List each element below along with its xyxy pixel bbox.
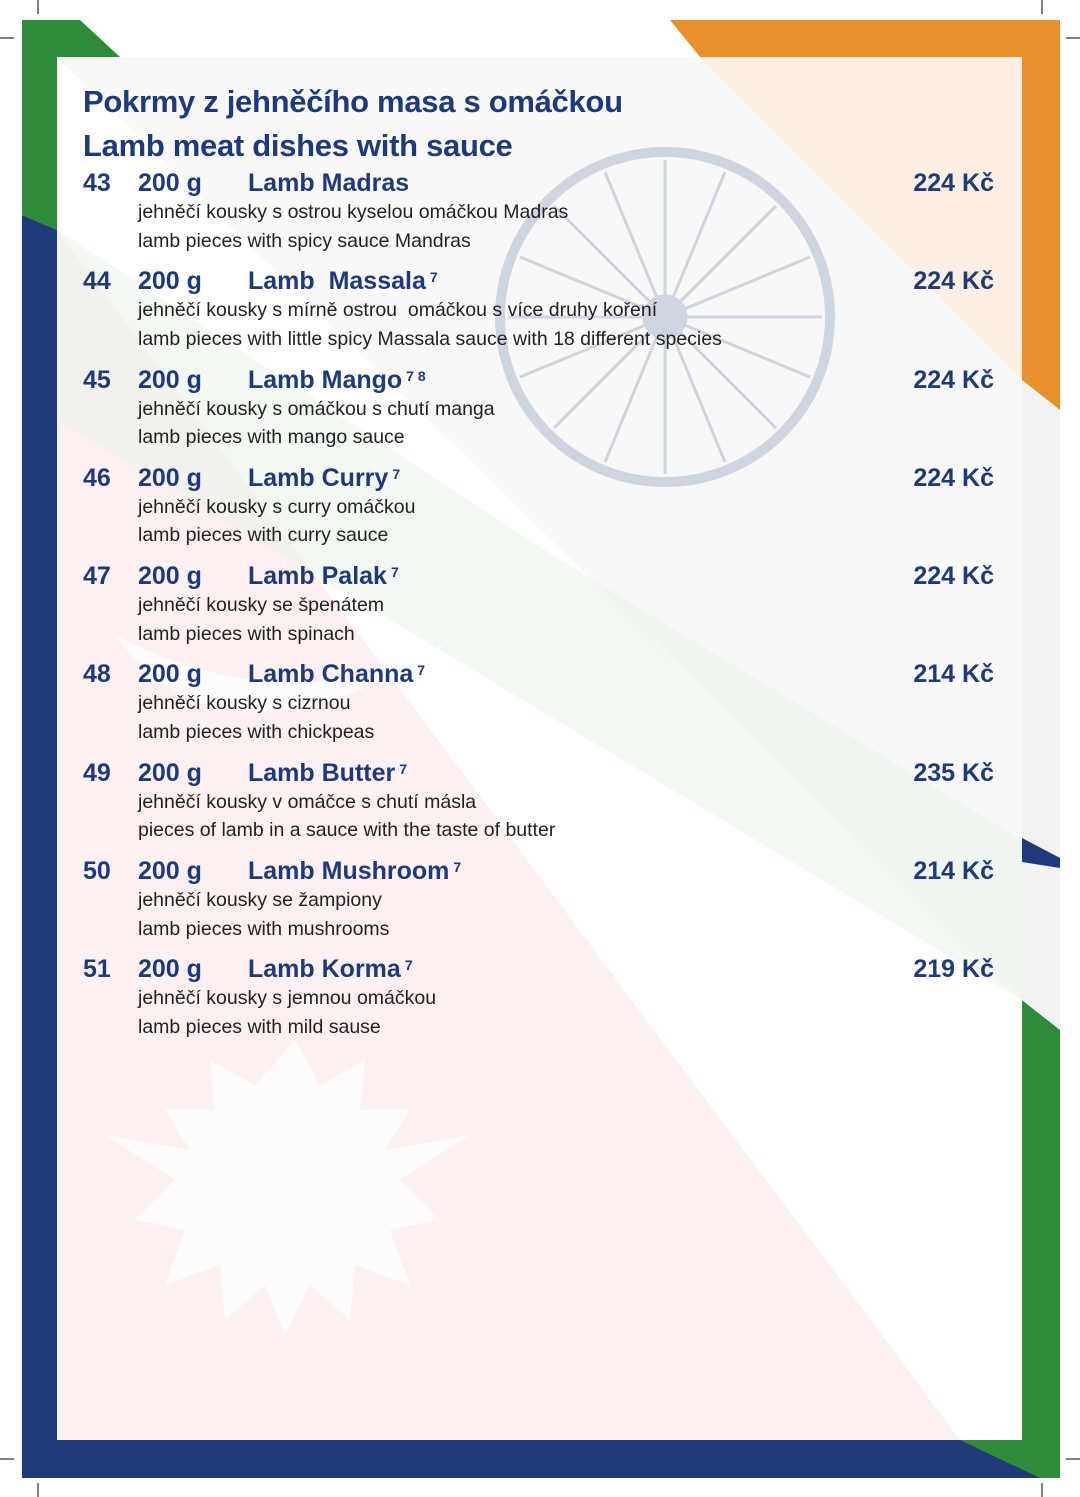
menu-item	[83, 758, 998, 856]
item-price: 224 Kč	[913, 169, 994, 197]
menu-item-header	[83, 463, 998, 493]
item-description	[138, 296, 998, 353]
item-name	[248, 561, 399, 591]
item-allergens: 7	[404, 957, 413, 974]
item-description-english: lamb pieces with chickpeas	[138, 720, 375, 743]
item-allergens: 7	[399, 760, 408, 777]
item-weight: 200 g	[138, 857, 202, 886]
item-allergens: 7	[390, 564, 399, 581]
menu-item	[83, 561, 998, 659]
item-price: 224 Kč	[913, 463, 994, 492]
frame-navy-bottom	[22, 1440, 1040, 1478]
item-number: 43	[83, 169, 111, 197]
item-description	[138, 886, 998, 943]
item-description	[138, 493, 998, 550]
item-price: 235 Kč	[913, 758, 994, 787]
item-name-text: Lamb Korma	[248, 955, 401, 984]
item-description-czech: jehněčí kousky v omáčce s chutí másla	[138, 790, 477, 813]
item-price: 219 Kč	[913, 955, 994, 984]
menu-item	[83, 463, 998, 561]
item-name	[248, 758, 407, 788]
item-number: 46	[83, 463, 111, 492]
item-description-english: lamb pieces with mushrooms	[138, 917, 390, 940]
item-description-english: lamb pieces with mild sause	[138, 1015, 381, 1038]
menu-item-header	[83, 954, 998, 984]
item-number: 51	[83, 955, 111, 984]
item-name-text: Lamb Butter	[248, 758, 396, 787]
item-name-text: Lamb Curry	[248, 463, 389, 492]
item-allergens: 7 8	[406, 367, 426, 384]
item-description	[138, 591, 998, 648]
item-price: 224 Kč	[913, 365, 994, 394]
menu-item	[83, 856, 998, 954]
menu-item	[83, 954, 998, 1052]
item-description-czech: jehněčí kousky s ostrou kyselou omáčkou Madras	[138, 201, 569, 223]
item-number: 45	[83, 365, 111, 394]
heading-english: Lamb meat dishes with sauce	[83, 128, 513, 163]
menu-item	[83, 168, 998, 266]
item-weight: 200 g	[138, 169, 202, 197]
item-number: 49	[83, 758, 111, 787]
menu-item	[83, 659, 998, 757]
menu-heading	[83, 80, 998, 168]
frame-navy-left	[22, 215, 57, 1470]
item-description-english: lamb pieces with mango sauce	[138, 426, 405, 449]
item-weight: 200 g	[138, 955, 202, 984]
item-name	[248, 463, 400, 493]
item-description	[138, 198, 998, 255]
menu-item-header	[83, 561, 998, 591]
menu-items-list	[83, 168, 998, 1053]
item-allergens: 7	[453, 859, 462, 876]
item-name-text: Lamb Palak	[248, 562, 387, 591]
menu-item	[83, 365, 998, 463]
item-name	[248, 266, 438, 296]
menu-item-header	[83, 168, 998, 198]
item-description-czech: jehněčí kousky s curry omáčkou	[138, 495, 416, 518]
item-name	[248, 168, 409, 198]
item-price: 224 Kč	[913, 562, 994, 591]
item-description-czech: jehněčí kousky s mírně ostrou omáčkou s více druhy koření	[138, 299, 658, 322]
menu-item-header	[83, 365, 998, 395]
item-name	[248, 659, 425, 689]
item-number: 44	[83, 267, 111, 296]
item-weight: 200 g	[138, 365, 202, 394]
item-name-text: Lamb Mango	[248, 365, 403, 394]
item-description-english: lamb pieces with little spicy Massala sauce with 18 different species	[138, 327, 722, 350]
item-description-czech: jehněčí kousky s cizrnou	[138, 692, 351, 715]
item-description-english: lamb pieces with spicy sauce Mandras	[138, 229, 471, 252]
item-name-text: Lamb Channa	[248, 660, 414, 689]
item-weight: 200 g	[138, 463, 202, 492]
item-weight: 200 g	[138, 562, 202, 591]
item-description-english: lamb pieces with curry sauce	[138, 524, 389, 547]
item-name-text: Lamb Mushroom	[248, 857, 450, 886]
menu-item-header	[83, 758, 998, 788]
item-number: 48	[83, 660, 111, 689]
item-description	[138, 788, 998, 845]
item-description-english: pieces of lamb in a sauce with the taste of butter	[138, 819, 556, 842]
item-name	[248, 856, 461, 886]
frame-white-right	[1022, 380, 1060, 1030]
heading-czech: Pokrmy z jehněčího masa s omáčkou	[83, 84, 623, 119]
item-allergens: 7	[429, 269, 438, 286]
menu-item-header	[83, 856, 998, 886]
item-number: 50	[83, 857, 111, 886]
item-name	[248, 954, 413, 984]
menu-item-header	[83, 659, 998, 689]
item-price: 224 Kč	[913, 267, 994, 296]
item-description-czech: jehněčí kousky se špenátem	[138, 594, 385, 617]
menu-section	[83, 80, 998, 1053]
item-name-text: Lamb Massala	[248, 267, 426, 296]
item-name-text: Lamb Madras	[248, 169, 410, 197]
item-description	[138, 395, 998, 452]
item-weight: 200 g	[138, 267, 202, 296]
item-number: 47	[83, 562, 111, 591]
item-description	[138, 689, 998, 746]
item-allergens: 7	[392, 465, 401, 482]
item-name	[248, 365, 426, 395]
item-description-czech: jehněčí kousky s jemnou omáčkou	[138, 987, 437, 1010]
item-price: 214 Kč	[913, 660, 994, 689]
menu-item	[83, 266, 998, 364]
item-description-czech: jehněčí kousky se žampiony	[138, 889, 382, 912]
item-allergens: 7	[417, 662, 426, 679]
item-description	[138, 984, 998, 1041]
item-weight: 200 g	[138, 758, 202, 787]
item-price: 214 Kč	[913, 857, 994, 886]
item-description-czech: jehněčí kousky s omáčkou s chutí manga	[138, 397, 495, 420]
menu-item-header	[83, 266, 998, 296]
item-weight: 200 g	[138, 660, 202, 689]
item-description-english: lamb pieces with spinach	[138, 622, 355, 645]
